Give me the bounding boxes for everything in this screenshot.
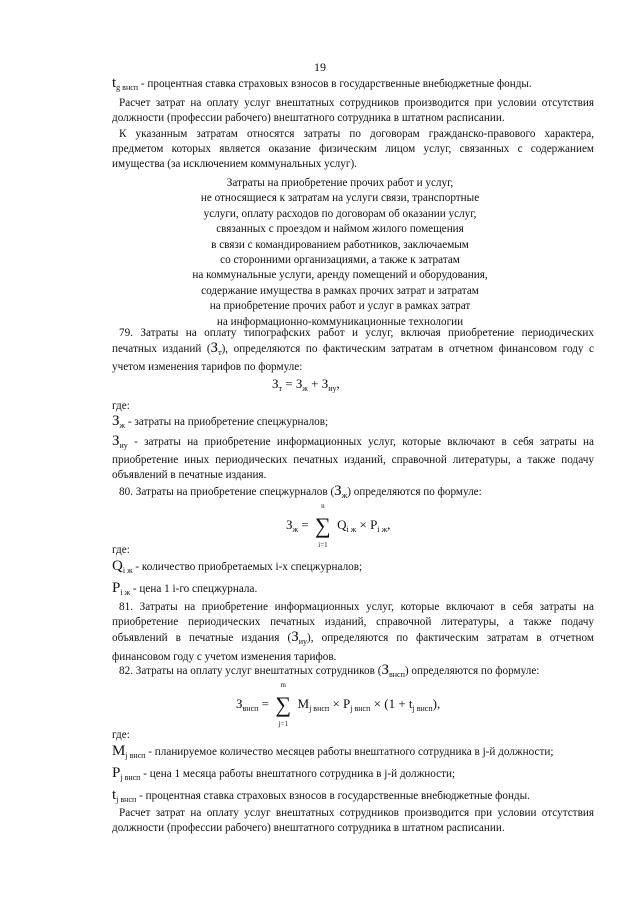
formula-operator: × [359,516,367,532]
p82-text-a: 82. Затраты на оплату услуг внештатных сотрудников ( [119,665,382,677]
definition-text: - затраты на приобретение информационных услуг, которые включают в себя затраты на приобретение иных периодических печатных изданий, справочной литературы, а также подачу объявлений в печатные издания. [112,436,594,482]
symbol: P [112,765,121,781]
heading-line: содержание имущества в рамках прочих затрат и затратам [201,284,479,297]
definition-text: - цена 1 i-го спецжурнала. [130,583,258,595]
symbol: З [210,340,219,357]
heading-line: услуги, оплату расходов по договорам об оказании услуг, [203,207,477,220]
p80-text-a: 80. Затраты на приобретение спецжурналов ( [119,486,335,498]
formula-subscript: иу [328,384,337,393]
symbol: P [112,580,121,596]
heading-line: на коммунальные услуги, аренду помещений и оборудования, [192,269,488,282]
formula-subscript: ж [302,384,308,393]
formula-operator: = [301,516,309,532]
subscript: i ж [122,566,133,575]
paragraph-81 [112,600,594,665]
definition-text: - процентная ставка страховых взносов в государственные внебюджетные фонды. [136,790,530,802]
heading-line: Затраты на приобретение прочих работ и услуг, [226,177,454,189]
gde-label: где: [112,400,130,412]
sum-lower-limit: j=1 [278,720,288,728]
formula-paren-open: (1 + t [384,695,413,711]
formula-symbol: З [272,376,279,391]
symbol: З [291,629,299,646]
symbol: З [112,433,120,449]
def-m-j-vnsp [112,744,594,763]
def-p-i-zh [112,581,594,600]
heading-line: на приобретение прочих работ и услуг в рамках затрат [209,300,471,313]
heading-line: не относящиеся к затратам на услуги связи, транспортные [200,192,480,205]
symbol: t [112,787,117,803]
heading-line: связанных с проездом и наймом жилого помещения [216,223,464,236]
p82-text-b: ) определяются по формуле: [404,665,540,677]
formula-82 [236,681,441,728]
gde-label: где: [112,544,130,556]
formula-subscript: j внсп [350,703,371,713]
formula-symbol: P [343,695,351,711]
formula-operator: × [373,695,381,711]
formula-symbol: З [295,376,303,391]
formula-subscript: i ж [377,524,388,534]
paragraph-last: Расчет затрат на оплату услуг внештатных сотрудников производится при условии отсутствия должности (профессии рабочего) внештатного сотрудника в штатном расписании. [112,807,594,835]
sigma-symbol: ∑ [275,692,292,717]
gde-label: где: [112,729,130,741]
page-number: 19 [314,60,326,74]
paragraph-civil-contracts: К указанным затратам относятся затраты по договорам гражданско-правового характера, предметом которых является оказание физическим лицом услуг, связанных с содержанием имущества (за исключением коммунальных услуг). [112,128,594,171]
sum-upper-limit: n [321,502,325,510]
formula-paren-close: ), [432,695,441,711]
symbol: Q [112,558,123,574]
paragraph-80 [112,484,594,503]
subscript: i ж [120,588,131,597]
symbol: З [334,483,342,499]
formula-symbol: M [297,695,310,711]
sigma-symbol: ∑ [315,513,331,538]
subscript: иу [119,441,128,450]
formula-subscript: j внсп [412,703,433,713]
p81-text-b: ), определяются по фактическим затратам в отчетном финансовом году с учетом изменения тарифов. [112,632,594,663]
def-t-j-vnsp [112,788,594,807]
heading-line: в связи с командированием работников, заключаемым [211,238,469,251]
symbol: З [112,413,120,429]
def-z-zh [112,414,594,433]
formula-subscript: т [278,384,283,393]
formula-80 [286,502,391,549]
formula-symbol: З [321,376,329,391]
p80-text-b: ) определяются по формуле: [347,486,482,498]
p81-text-a: 81. Затраты на приобретение информационных услуг, которые включают в себя затраты на приобретение периодических печатных изданий, справочной литературы, а также подачу объявлений в печатные издания ( [112,601,594,645]
subscript: иу [298,637,307,647]
symbol: З [381,662,389,678]
def-z-iu [112,434,594,484]
subscript: т [218,348,222,358]
definition-text: - планируемое количество месяцев работы внештатного сотрудника в j-й должности; [145,746,554,758]
formula-79 [272,376,340,393]
formula-operator: = [285,376,293,391]
formula-operator: × [332,695,340,711]
formula-symbol: P [370,516,378,532]
definition-text: - количество приобретаемых i-х спецжурналов; [132,561,363,573]
formula-operator: = [261,695,269,711]
subscript: ж [119,421,126,430]
p79-text-a: 79. Затраты на оплату типографских работ и услуг, включая приобретение периодических печатных изданий ( [112,327,594,356]
subscript: ж [341,491,348,500]
p79-text-b: ), определяются по фактическим затратам в отчетном финансовом году с учетом изменения тарифов по формуле: [112,343,594,374]
symbol: M [112,743,126,759]
formula-symbol: Q [337,516,347,532]
formula-symbol: З [286,516,293,532]
subscript: j внсп [125,751,146,760]
definition-text: - процентная ставка страховых взносов в государственные внебюджетные фонды. [138,78,532,90]
paragraph-79 [112,326,594,376]
formula-subscript: внсп [242,703,259,713]
subscript: g внсп [116,83,139,92]
formula-subscript: i ж [346,524,357,534]
heading-line: со сторонними организациями, а также к затратам [220,254,460,267]
subscript: j внсп [116,795,137,804]
formula-subscript: j внсп [309,703,330,713]
paragraph-staff-condition: Расчет затрат на оплату услуг внештатных сотрудников производится при условии отсутствия должности (профессии рабочего) внештатного сотрудника в штатном расписании. [112,97,594,125]
symbol: t [112,75,117,91]
subscript: j внсп [120,773,141,782]
definition-text: - затраты на приобретение спецжурналов; [125,416,329,428]
sum-upper-limit: m [280,681,286,689]
summation [272,681,294,728]
def-t-g-vnsp [112,76,594,95]
formula-symbol: З [236,695,243,711]
summation [312,502,334,549]
paragraph-82 [112,663,594,682]
def-q-i-zh [112,559,594,578]
formula-operator: + [311,376,319,391]
formula-punct: , [336,376,340,391]
section-heading [150,176,530,330]
formula-subscript: ж [292,524,299,534]
def-p-j-vnsp [112,766,594,785]
subscript: внсп [388,670,405,679]
sum-lower-limit: i=1 [318,541,328,549]
formula-punct: , [387,516,391,532]
definition-text: - цена 1 месяца работы внештатного сотрудника в j-й должности; [140,768,456,780]
heading-line: на информационно-коммуникационные технологии [216,315,464,328]
